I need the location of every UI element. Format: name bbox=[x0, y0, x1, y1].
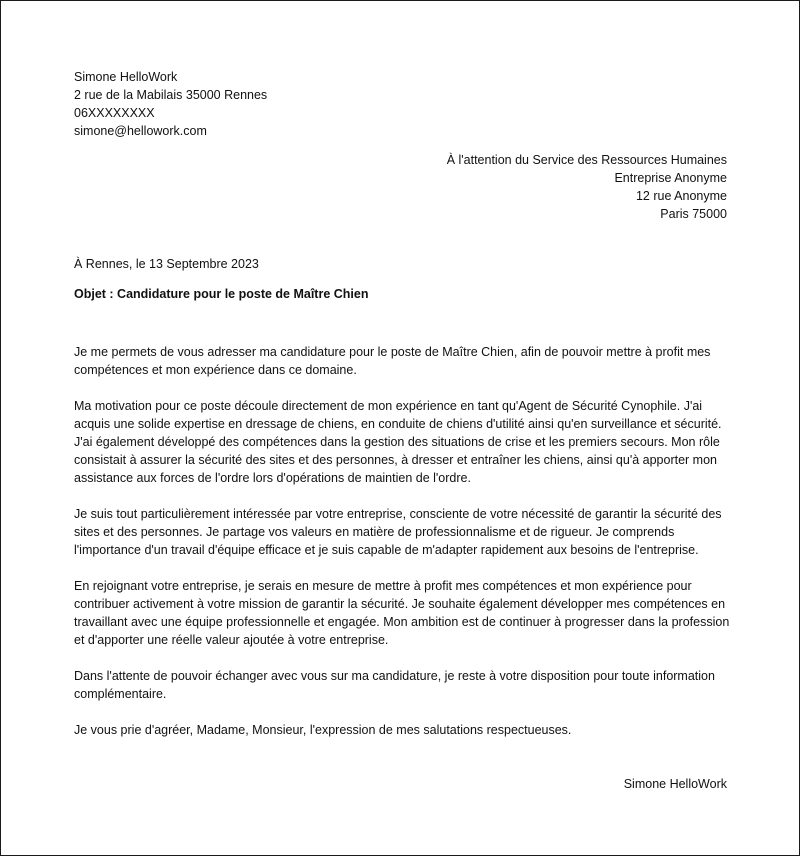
letter-body bbox=[74, 343, 730, 757]
sender-email: simone@hellowork.com bbox=[74, 124, 207, 138]
sender-phone: 06XXXXXXXX bbox=[74, 106, 155, 120]
paragraph-contribution: En rejoignant votre entreprise, je serais en mesure de mettre à profit mes compétences et mon expérience pour contribuer activement à votre mission de garantir la sécurité. Je souhaite également développer mes compétences en travaillant avec une équipe professionnelle et engagée. Mon ambition est de continuer à progresser dans la profession et d'apporter une réelle valeur ajoutée à votre entreprise. bbox=[74, 579, 730, 647]
paragraph-company: Je suis tout particulièrement intéressée par votre entreprise, consciente de votre nécessité de garantir la sécurité des sites et des personnes. Je partage vos valeurs en matière de professionnalisme et de rigueur. Je comprends l'importance d'un travail d'équipe efficace et je suis capable de m'adapter rapidement aux besoins de l'entreprise. bbox=[74, 507, 722, 557]
sender-block bbox=[74, 68, 267, 140]
paragraph-salutation: Je vous prie d'agréer, Madame, Monsieur, l'expression de mes salutations respectueuses. bbox=[74, 723, 572, 737]
recipient-street: 12 rue Anonyme bbox=[635, 189, 727, 203]
sender-address: 2 rue de la Mabilais 35000 Rennes bbox=[74, 88, 268, 102]
recipient-attention: À l'attention du Service des Ressources Humaines bbox=[446, 153, 727, 167]
subject-line: Objet : Candidature pour le poste de Maître Chien bbox=[74, 287, 369, 301]
sender-name: Simone HelloWork bbox=[74, 70, 178, 84]
recipient-block bbox=[447, 151, 727, 223]
recipient-company: Entreprise Anonyme bbox=[614, 171, 727, 185]
paragraph-motivation: Ma motivation pour ce poste découle directement de mon expérience en tant qu'Agent de Sécurité Cynophile. J'ai acquis une solide expertise en dressage de chiens, en conduite de chiens d'utilité ainsi qu'en surveillance et sécurité. J'ai également développé des compétences dans la gestion des situations de crise et les premiers secours. Mon rôle consistait à assurer la sécurité des sites et des personnes, à dresser et entraîner les chiens, ainsi qu'à apporter mon assistance aux forces de l'ordre lors d'opérations de maintien de l'ordre. bbox=[74, 399, 722, 485]
paragraph-intro: Je me permets de vous adresser ma candidature pour le poste de Maître Chien, afin de pouvoir mettre à profit mes compétences et mon expérience dans ce domaine. bbox=[74, 345, 711, 377]
signature: Simone HelloWork bbox=[623, 777, 727, 791]
recipient-city: Paris 75000 bbox=[660, 207, 727, 221]
paragraph-closing: Dans l'attente de pouvoir échanger avec vous sur ma candidature, je reste à votre disposition pour toute information complémentaire. bbox=[74, 669, 715, 701]
date-line: À Rennes, le 13 Septembre 2023 bbox=[74, 257, 259, 271]
